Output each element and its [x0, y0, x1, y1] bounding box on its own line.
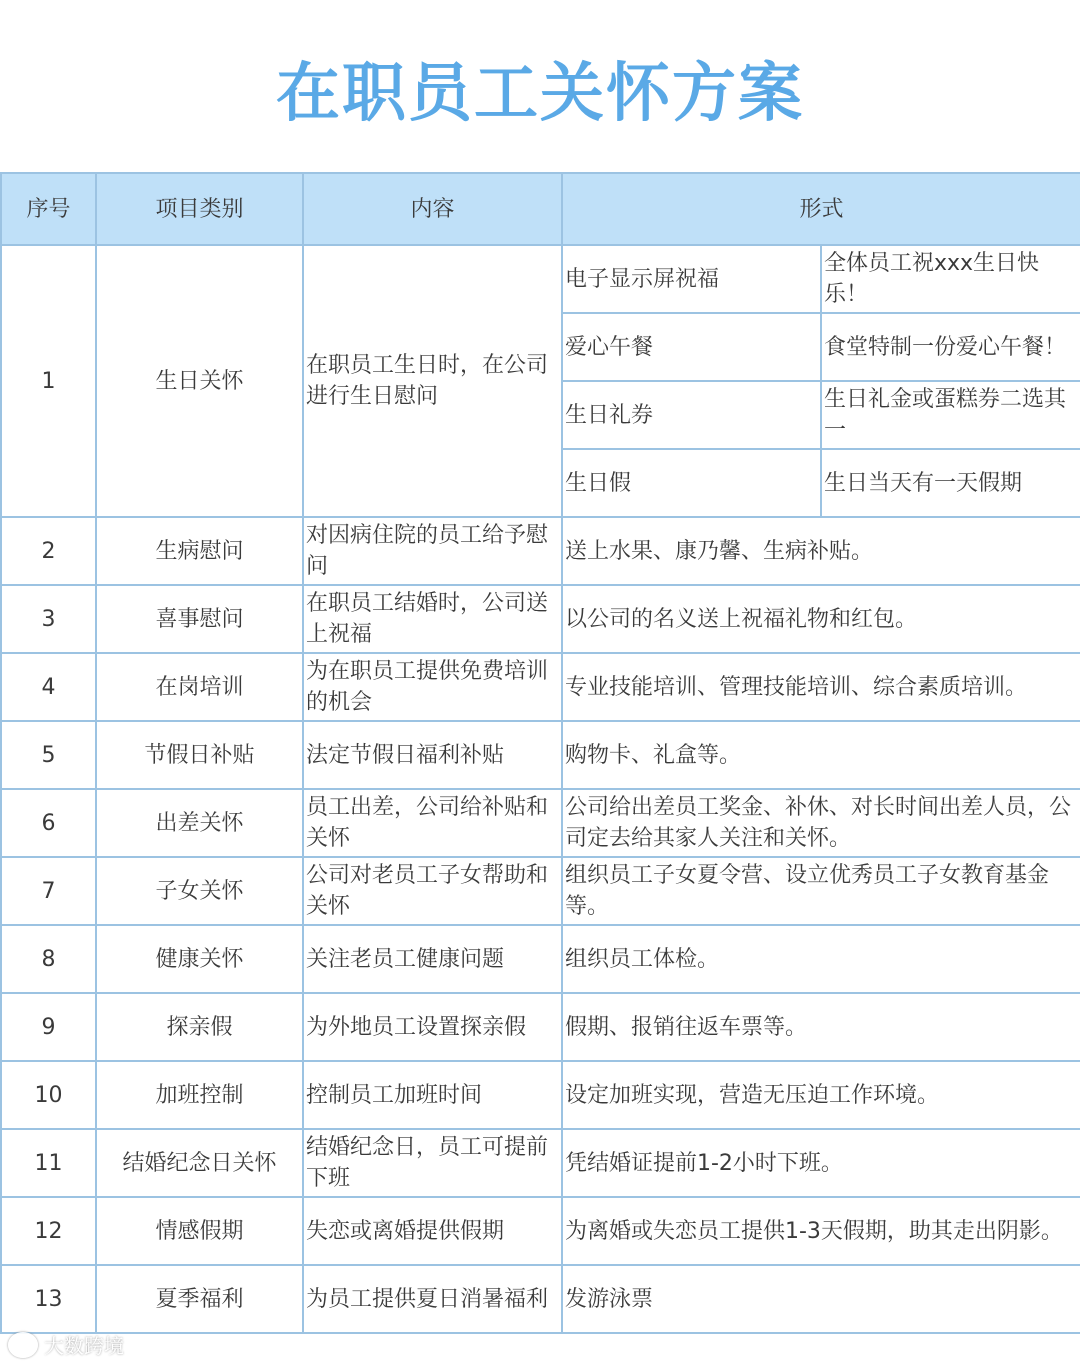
- table-row: [1, 1265, 1080, 1333]
- row-form: 设定加班实现，营造无压迫工作环境。: [562, 1061, 1080, 1129]
- row-number: 13: [1, 1265, 96, 1333]
- row-number: 11: [1, 1129, 96, 1197]
- row-content: 员工出差，公司给补贴和关怀: [303, 789, 562, 857]
- form-detail: 生日礼金或蛋糕券二选其一: [821, 381, 1080, 449]
- row-category: 健康关怀: [96, 925, 303, 993]
- row-content: 在职员工结婚时，公司送上祝福: [303, 585, 562, 653]
- row-number: 5: [1, 721, 96, 789]
- row-form: 组织员工子女夏令营、设立优秀员工子女教育基金等。: [562, 857, 1080, 925]
- header-category: 项目类别: [96, 173, 303, 245]
- form-type: 电子显示屏祝福: [562, 245, 821, 313]
- header-num: 序号: [1, 173, 96, 245]
- row-number: 9: [1, 993, 96, 1061]
- table-row: [1, 517, 1080, 585]
- row-content: 失恋或离婚提供假期: [303, 1197, 562, 1265]
- row-content: 为员工提供夏日消暑福利: [303, 1265, 562, 1333]
- table-row: [1, 925, 1080, 993]
- form-type: 生日假: [562, 449, 821, 517]
- row-number: 8: [1, 925, 96, 993]
- header-form: 形式: [562, 173, 1080, 245]
- row-content: 对因病住院的员工给予慰问: [303, 517, 562, 585]
- row-form: 专业技能培训、管理技能培训、综合素质培训。: [562, 653, 1080, 721]
- form-detail: 食堂特制一份爱心午餐！: [821, 313, 1080, 381]
- form-type: 爱心午餐: [562, 313, 821, 381]
- row-category: 在岗培训: [96, 653, 303, 721]
- header-row: [1, 173, 1080, 245]
- row-form: 以公司的名义送上祝福礼物和红包。: [562, 585, 1080, 653]
- row-form: 送上水果、康乃馨、生病补贴。: [562, 517, 1080, 585]
- row-content: 在职员工生日时，在公司进行生日慰问: [303, 245, 562, 517]
- row-number: 2: [1, 517, 96, 585]
- row-content: 结婚纪念日，员工可提前下班: [303, 1129, 562, 1197]
- table-row: [1, 1129, 1080, 1197]
- row-content: 控制员工加班时间: [303, 1061, 562, 1129]
- table-row: [1, 993, 1080, 1061]
- table-row: [1, 1061, 1080, 1129]
- row-category: 夏季福利: [96, 1265, 303, 1333]
- row-content: 法定节假日福利补贴: [303, 721, 562, 789]
- row-number: 6: [1, 789, 96, 857]
- row-category: 加班控制: [96, 1061, 303, 1129]
- watermark-logo-icon: [8, 1332, 38, 1358]
- header-content: 内容: [303, 173, 562, 245]
- row-category: 情感假期: [96, 1197, 303, 1265]
- row-form: 购物卡、礼盒等。: [562, 721, 1080, 789]
- page-title: 在职员工关怀方案: [276, 57, 804, 131]
- row-category: 生病慰问: [96, 517, 303, 585]
- row-content: 关注老员工健康问题: [303, 925, 562, 993]
- row-form: 发游泳票: [562, 1265, 1080, 1333]
- row-form: 凭结婚证提前1-2小时下班。: [562, 1129, 1080, 1197]
- table-row: [1, 857, 1080, 925]
- form-type: 生日礼券: [562, 381, 821, 449]
- row-category: 探亲假: [96, 993, 303, 1061]
- row-content: 为在职员工提供免费培训的机会: [303, 653, 562, 721]
- row-category: 喜事慰问: [96, 585, 303, 653]
- table-row: [1, 653, 1080, 721]
- row-category: 出差关怀: [96, 789, 303, 857]
- row-category: 节假日补贴: [96, 721, 303, 789]
- row-content: 公司对老员工子女帮助和关怀: [303, 857, 562, 925]
- row-form: 为离婚或失恋员工提供1-3天假期，助其走出阴影。: [562, 1197, 1080, 1265]
- table-row: [1, 721, 1080, 789]
- care-plan-table: [0, 172, 1080, 1334]
- row-form: 组织员工体检。: [562, 925, 1080, 993]
- row-form: 公司给出差员工奖金、补休、对长时间出差人员，公司定去给其家人关注和关怀。: [562, 789, 1080, 857]
- row-number: 10: [1, 1061, 96, 1129]
- row-form: 假期、报销往返车票等。: [562, 993, 1080, 1061]
- row-category: 结婚纪念日关怀: [96, 1129, 303, 1197]
- row-number: 4: [1, 653, 96, 721]
- watermark: [8, 1330, 124, 1359]
- table-row: [1, 789, 1080, 857]
- watermark-text: 大数跨境: [44, 1334, 124, 1358]
- table-row: [1, 245, 1080, 313]
- table-row: [1, 1197, 1080, 1265]
- row-category: 子女关怀: [96, 857, 303, 925]
- row-category: 生日关怀: [96, 245, 303, 517]
- table-row: [1, 585, 1080, 653]
- row-number: 1: [1, 245, 96, 517]
- row-content: 为外地员工设置探亲假: [303, 993, 562, 1061]
- row-number: 12: [1, 1197, 96, 1265]
- form-detail: 全体员工祝xxx生日快乐！: [821, 245, 1080, 313]
- row-number: 3: [1, 585, 96, 653]
- form-detail: 生日当天有一天假期: [821, 449, 1080, 517]
- row-number: 7: [1, 857, 96, 925]
